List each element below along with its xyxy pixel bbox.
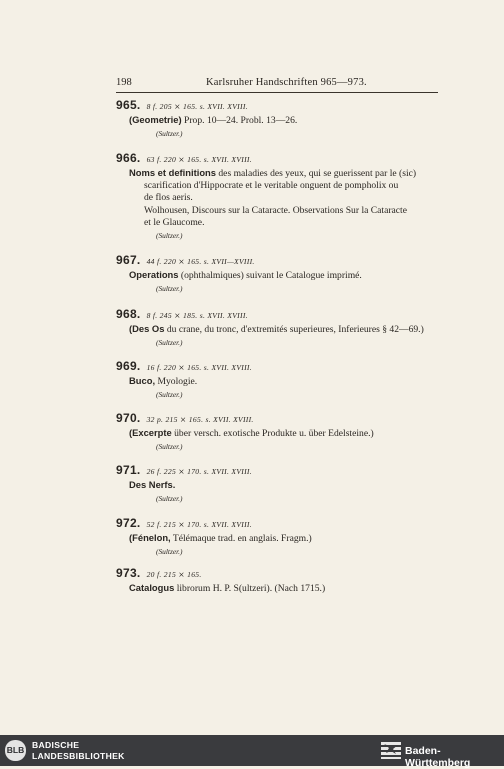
catalog-entry-973 (116, 566, 441, 595)
catalog-entry-968 (116, 307, 441, 348)
library-name-line1: BADISCHE (32, 740, 80, 750)
entry-provenance: (Sultzer.) (156, 284, 183, 294)
entry-text: librorum H. P. S(ultzeri). (Nach 1715.) (174, 583, 326, 594)
entry-continuation: scarification d'Hippocrate et le veritable onguent de pompholix ou (144, 180, 399, 192)
library-name[interactable] (32, 740, 125, 762)
entry-title: Buco, (129, 375, 156, 386)
entry-meta: 8 f. 205 ⨯ 165. s. XVII. XVIII. (146, 102, 248, 111)
entry-provenance: (Sultzer.) (156, 129, 183, 139)
catalog-entry-965 (116, 98, 441, 139)
entry-provenance: (Sultzer.) (156, 231, 183, 241)
footer-bar (0, 735, 504, 769)
entry-title: (Excerpte (129, 427, 172, 438)
entry-number: 971. (116, 463, 141, 477)
entry-number: 972. (116, 516, 141, 530)
entry-continuation: et le Glaucome. (144, 216, 205, 228)
entry-provenance: (Sultzer.) (156, 390, 183, 400)
entry-title: (Des Os (129, 323, 165, 334)
library-name-line2: LANDESBIBLIOTHEK (32, 751, 125, 761)
running-title: Karlsruher Handschriften 965—973. (206, 77, 367, 88)
entry-text: Myologie. (155, 376, 198, 387)
entry-text: (ophthalmiques) suivant le Catalogue imprimé. (178, 270, 362, 281)
entry-title: (Geometrie) (129, 114, 182, 125)
entry-title: Catalogus (129, 582, 175, 593)
state-crest-icon[interactable] (380, 740, 402, 761)
entry-meta: 16 f. 220 ⨯ 165. s. XVII. XVIII. (146, 363, 252, 372)
entry-meta: 44 f. 220 ⨯ 165. s. XVII—XVIII. (146, 257, 255, 266)
entry-number: 966. (116, 151, 141, 165)
entry-text: Télémaque trad. en anglais. Fragm.) (170, 533, 312, 544)
entry-title: (Fénelon, (129, 532, 171, 543)
catalog-entry-967 (116, 253, 441, 294)
entry-meta: 63 f. 220 ⨯ 165. s. XVII. XVIII. (146, 155, 252, 164)
entry-number: 965. (116, 98, 141, 112)
catalog-entry-966 (116, 151, 441, 241)
entry-provenance: (Sultzer.) (156, 442, 183, 452)
catalog-entry-969 (116, 359, 441, 400)
entry-text: des maladies des yeux, qui se guerissent par le (sic) (215, 168, 417, 179)
entry-number: 969. (116, 359, 141, 373)
entry-continuation: Wolhousen, Discours sur la Cataracte. Observations Sur la Cataracte (144, 204, 407, 216)
state-name[interactable]: Baden-Württemberg (405, 745, 471, 769)
entry-text: über versch. exotische Produkte u. über Edelsteine.) (171, 428, 374, 439)
blb-logo-icon[interactable]: BLB (5, 740, 26, 761)
catalog-entry-970 (116, 411, 441, 452)
running-header (116, 77, 438, 93)
entry-meta: 20 f. 215 ⨯ 165. (146, 570, 202, 579)
entry-text: du crane, du tronc, d'extremités superieures, Inferieures § 42—69.) (164, 324, 424, 335)
page-number: 198 (116, 77, 132, 88)
entry-number: 970. (116, 411, 141, 425)
entry-number: 968. (116, 307, 141, 321)
entry-meta: 8 f. 245 ⨯ 185. s. XVII. XVIII. (146, 311, 248, 320)
catalog-entry-971 (116, 463, 441, 504)
entry-title: Noms et definitions (129, 167, 216, 178)
entry-meta: 52 f. 215 ⨯ 170. s. XVII. XVIII. (146, 520, 252, 529)
entry-number: 967. (116, 253, 141, 267)
entry-provenance: (Sultzer.) (156, 494, 183, 504)
catalog-entry-972 (116, 516, 441, 557)
entry-text: Prop. 10—24. Probl. 13—26. (181, 115, 298, 126)
entry-meta: 26 f. 225 ⨯ 170. s. XVII. XVIII. (146, 467, 252, 476)
entry-title: Des Nerfs. (129, 479, 176, 490)
entry-number: 973. (116, 566, 141, 580)
entry-meta: 32 p. 215 ⨯ 165. s. XVII. XVIII. (146, 415, 254, 424)
entry-provenance: (Sultzer.) (156, 338, 183, 348)
entry-provenance: (Sultzer.) (156, 547, 183, 557)
entry-title: Operations (129, 269, 179, 280)
entry-continuation: de flos aeris. (144, 192, 193, 204)
